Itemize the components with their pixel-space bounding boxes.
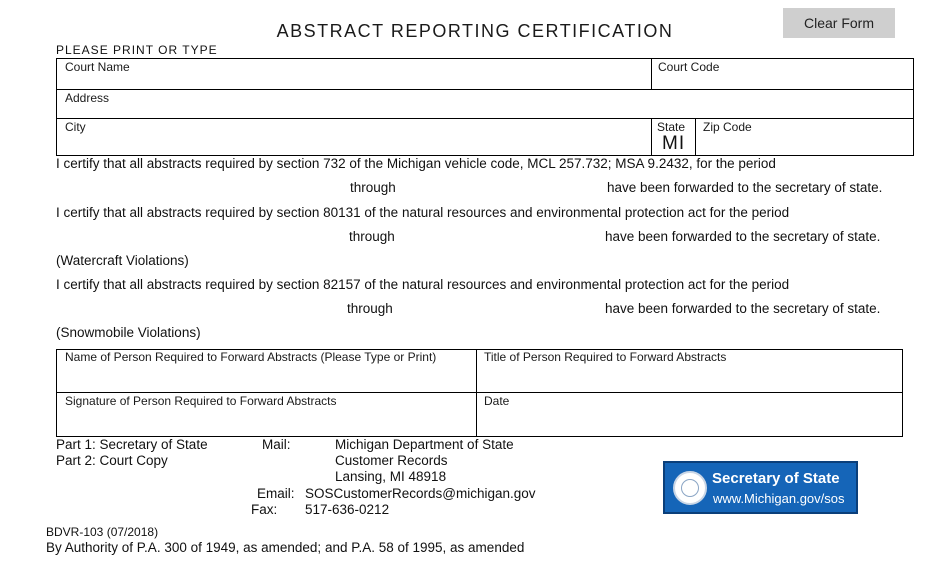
certification-text: I certify that all abstracts required by section 732 of the Michigan vehicle code, MCL 257.732; MSA 9.2432, for the period [56,156,776,171]
court-name-input[interactable] [65,73,645,88]
forwarded-text: have been forwarded to the secretary of state. [605,301,881,316]
sos-badge [663,461,858,514]
state-label: State [657,120,686,134]
forwarded-text: have been forwarded to the secretary of state. [607,180,883,195]
court-code-input[interactable] [658,73,908,88]
date-label: Date [484,394,510,408]
form-number: BDVR-103 (07/2018) [46,525,159,539]
title-input[interactable] [484,370,884,385]
fax-value: 517-636-0212 [305,502,390,517]
state-seal-icon [673,471,707,505]
divider [57,118,913,119]
email-label: Email: [257,486,295,501]
period-start-input-2[interactable] [180,229,340,245]
city-label: City [65,120,86,134]
date-input[interactable] [484,412,884,427]
title-label: Title of Person Required to Forward Abstracts [484,350,727,364]
fax-label: Fax: [251,502,278,517]
court-name-label: Court Name [65,60,130,74]
through-label: through [347,301,393,316]
through-label: through [349,229,395,244]
name-label: Name of Person Required to Forward Abstracts (Please Type or Print) [65,350,437,364]
period-end-input-1[interactable] [420,180,595,196]
certification-text: I certify that all abstracts required by section 80131 of the natural resources and environmental protection act for the period [56,205,790,220]
forwarded-text: have been forwarded to the secretary of state. [605,229,881,244]
state-value: MI [662,133,686,154]
divider [651,118,652,155]
mail-line: Customer Records [335,453,448,468]
court-code-label: Court Code [658,60,720,74]
court-info-box [56,58,914,156]
authority-text: By Authority of P.A. 300 of 1949, as amended; and P.A. 58 of 1995, as amended [46,540,525,555]
address-label: Address [65,91,110,105]
certification-text: I certify that all abstracts required by section 82157 of the natural resources and environmental protection act for the period [56,277,790,292]
part1-text: Part 1: Secretary of State [56,437,208,452]
signature-label: Signature of Person Required to Forward Abstracts [65,394,337,408]
signature-input[interactable] [65,412,465,427]
divider [476,350,477,436]
divider [651,59,652,89]
signature-box [56,349,903,437]
name-input[interactable] [65,370,465,385]
zip-code-label: Zip Code [703,120,752,134]
mail-label: Mail: [262,437,291,452]
email-value: SOSCustomerRecords@michigan.gov [305,486,536,501]
snowmobile-note: (Snowmobile Violations) [56,325,201,340]
through-label: through [350,180,396,195]
period-start-input-3[interactable] [180,301,340,317]
period-start-input-1[interactable] [180,180,340,196]
sos-badge-url: www.Michigan.gov/sos [713,491,845,506]
print-instruction: PLEASE PRINT OR TYPE [56,43,218,57]
watercraft-note: (Watercraft Violations) [56,253,189,268]
divider [57,89,913,90]
divider [695,118,696,155]
form-title: ABSTRACT REPORTING CERTIFICATION [276,21,674,41]
divider [57,392,902,393]
period-end-input-3[interactable] [420,301,595,317]
city-input[interactable] [65,135,645,150]
sos-badge-title: Secretary of State [712,470,840,487]
mail-line: Michigan Department of State [335,437,514,452]
period-end-input-2[interactable] [420,229,595,245]
address-input[interactable] [65,103,905,118]
mail-line: Lansing, MI 48918 [335,469,447,484]
clear-form-button[interactable]: Clear Form [783,8,895,38]
zip-code-input[interactable] [703,135,903,150]
part2-text: Part 2: Court Copy [56,453,168,468]
